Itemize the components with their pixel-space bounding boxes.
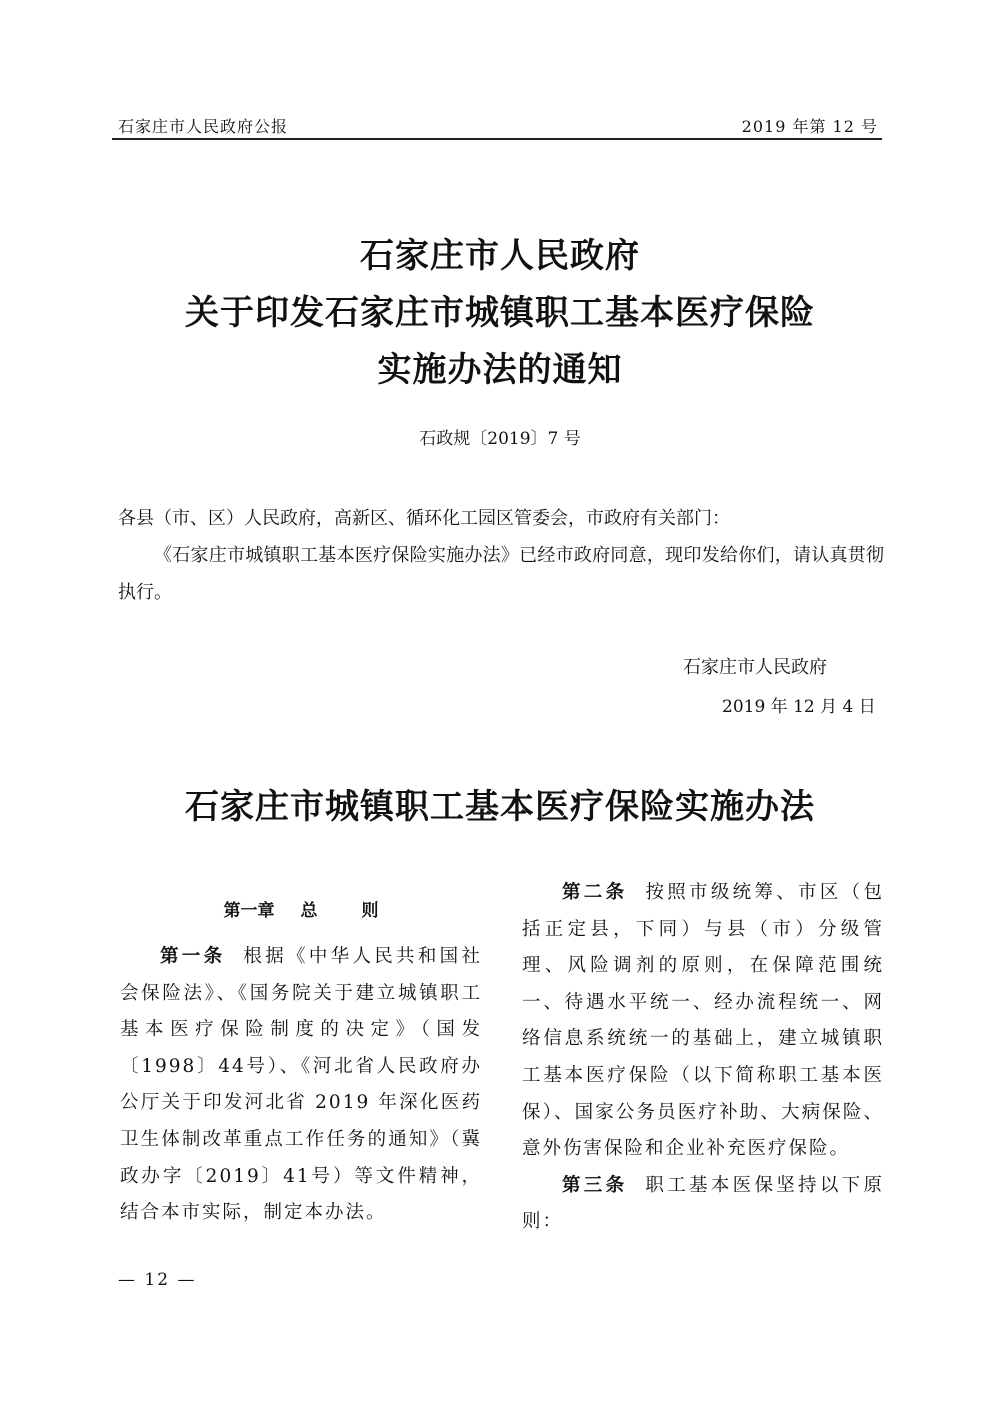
running-header-issue: 2019 年第 12 号 [741,117,878,136]
signature-date: 2019 年 12 月 4 日 [722,697,876,717]
chapter-number: 第一章 [223,901,275,921]
regulation-title: 石家庄市城镇职工基本医疗保险实施办法 [185,787,815,827]
article-2-text: 按照市级统筹、市区（包括正定县，下同）与县（市）分级管理、风险调剂的原则，在保障范围统一、待遇水平统一、经办流程统一、网络信息系统统一的基础上，建立城镇职工基本医疗保险（以下简称职工基本医保）、国家公务员医疗补助、大病保险、意外伤害保险和企业补充医疗保险。 [522,882,884,1160]
page-number: — 12 — [118,1270,197,1290]
left-column [120,939,482,1232]
right-column [522,875,884,1241]
chapter-heading [120,896,482,921]
signature-organization: 石家庄市人民政府 [683,657,827,678]
header-rule [112,138,882,140]
article-1 [120,939,482,1232]
notice-title-line-1: 石家庄市人民政府 [360,236,640,276]
running-header-publication: 石家庄市人民政府公报 [118,117,289,136]
notice-title-line-2: 关于印发石家庄市城镇职工基本医疗保险 [185,293,815,333]
article-3 [522,1168,884,1241]
article-3-label: 第三条 [562,1174,628,1196]
document-number: 石政规〔2019〕7 号 [419,429,581,449]
salutation: 各县（市、区）人民政府，高新区、循环化工园区管委会，市政府有关部门： [118,508,730,529]
chapter-name-part-2: 则 [361,901,379,921]
article-2-label: 第二条 [562,882,628,903]
article-1-label: 第一条 [160,946,226,967]
notice-title-line-3: 实施办法的通知 [377,350,623,390]
notice-body: 《石家庄市城镇职工基本医疗保险实施办法》已经市政府同意，现印发给你们，请认真贯彻执行。 [118,545,884,603]
article-3-text: 职工基本医保坚持以下原则： [522,1174,884,1233]
article-1-text: 根据《中华人民共和国社会保险法》、《国务院关于建立城镇职工基本医疗保险制度的决定》（国发〔1998〕44号）、《河北省人民政府办公厅关于印发河北省 2019 年深化医药卫生体制改革重点工作任务的通知》（冀政办字〔2019〕41号）等文件精神，结合本市实际，制定本办法。 [120,946,482,1224]
chapter-name-part-1: 总 [300,901,318,921]
article-2 [522,875,884,1168]
